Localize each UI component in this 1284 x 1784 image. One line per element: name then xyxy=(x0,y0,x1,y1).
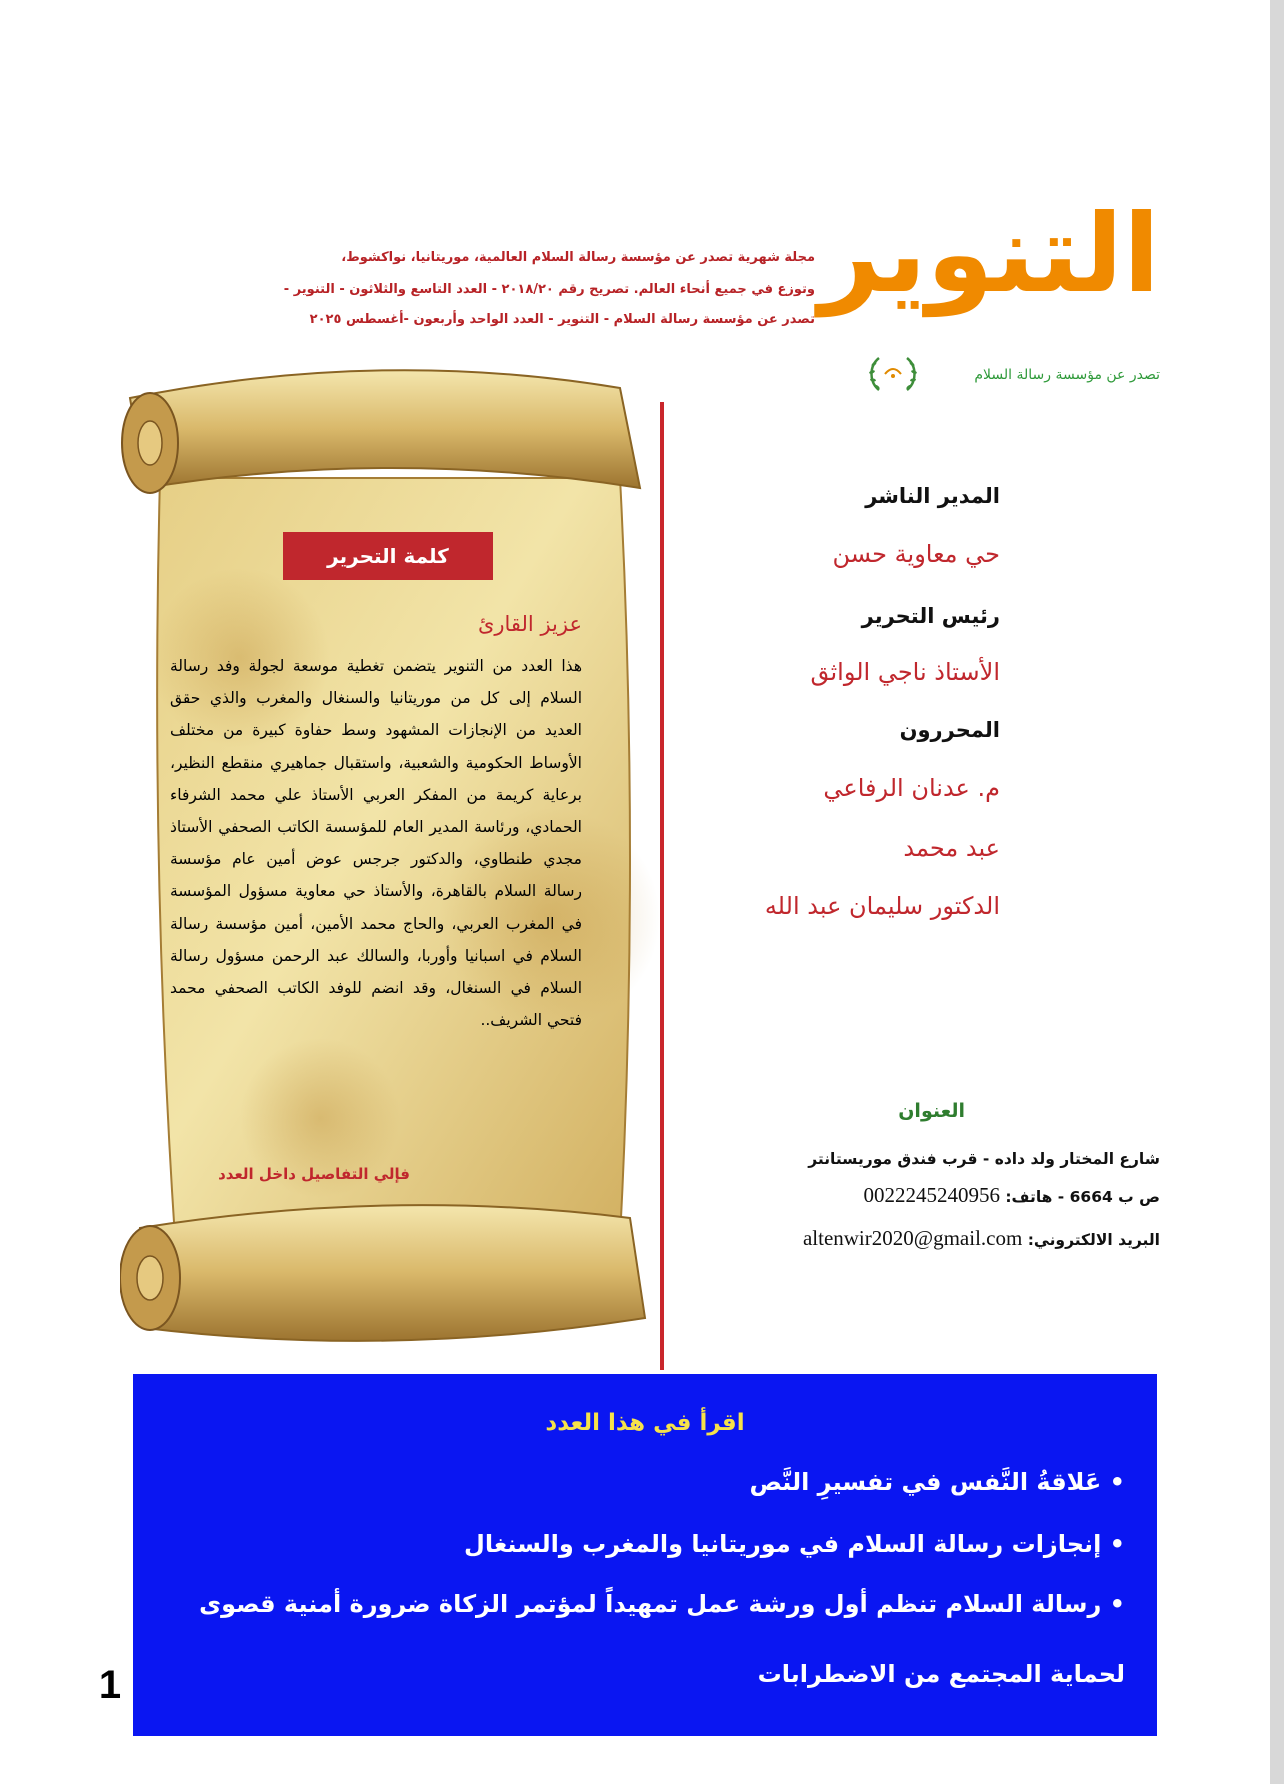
street-address: شارع المختار ولد داده - قرب فندق موريستانتر xyxy=(808,1150,1160,1168)
contents-item: • رسالة السلام تنظم أول ورشة عمل تمهيداً لمؤتمر الزكاة ضرورة أمنية قصوى xyxy=(199,1590,1125,1618)
editorial-banner: كلمة التحرير xyxy=(283,532,493,580)
publication-info-line: وتوزع في جميع أنحاء العالم. تصريح رقم ٢٠١٨/٢٠ - العدد التاسع والثلاثون - التنوير - xyxy=(283,282,815,297)
po-box-label: ص ب 6664 - هاتف: xyxy=(1005,1188,1160,1206)
contents-item: • إنجازات رسالة السلام في موريتانيا والمغرب والسنغال xyxy=(464,1530,1125,1558)
chief-editor-name: الأستاذ ناجي الواثق xyxy=(810,658,1000,686)
email-address[interactable]: altenwir2020@gmail.com xyxy=(802,1226,1023,1250)
editors-role: المحررون xyxy=(899,718,1000,742)
editor-name: الدكتور سليمان عبد الله xyxy=(764,892,1000,920)
chief-editor-role: رئيس التحرير xyxy=(861,604,1000,628)
laurel-emblem-icon xyxy=(865,350,921,398)
contents-item: • عَلاقةُ النَّفس في تفسيرِ النَّص xyxy=(749,1468,1125,1496)
publisher-role: المدير الناشر xyxy=(865,484,1000,508)
phone-number: 0022245240956 xyxy=(863,1183,1000,1207)
publisher-name: حي معاوية حسن xyxy=(832,540,1000,568)
editorial-body: هذا العدد من التنوير يتضمن تغطية موسعة لجولة وفد رسالة السلام إلى كل من موريتانيا والسنغال والمغرب والذي حقق العديد من الإنجازات المشهود وسط حفاوة كبيرة من مختلف الأوساط الحكومية والشعبية، واستقبال جماهيري منقطع النظير، برعاية كريمة من المفكر العربي الأستاذ علي محمد الشرفاء الحمادي، ورئاسة المدير العام للمؤسسة الكاتب الصحفي الأستاذ مجدي طنطاوي، والدكتور جرجس عوض أمين عام مؤسسة رسالة السلام بالقاهرة، والأستاذ حي معاوية مسؤول المؤسسة في المغرب العربي، والحاج محمد الأمين، أمين مؤسسة رسالة السلام في اسبانيا وأوربا، والسالك عبد الرحمن مسؤول رسالة السلام في السنغال، وقد انضم للوفد الكاتب الصحفي محمد فتحي الشريف.. xyxy=(170,657,582,1030)
magazine-title: التنوير xyxy=(818,192,1160,317)
address-heading: العنوان xyxy=(898,1100,965,1122)
contents-heading: اقرأ في هذا العدد xyxy=(545,1410,745,1436)
editor-name: عبد محمد xyxy=(903,834,1000,862)
email-line xyxy=(660,1226,1160,1251)
issuer-tagline: تصدر عن مؤسسة رسالة السلام xyxy=(974,367,1160,383)
publication-info-line: تصدر عن مؤسسة رسالة السلام - التنوير - العدد الواحد وأربعون -أغسطس ٢٠٢٥ xyxy=(309,312,815,327)
phone-line xyxy=(660,1183,1160,1208)
editorial-signoff: فإلي التفاصيل داخل العدد xyxy=(218,1165,410,1183)
contents-item: لحماية المجتمع من الاضطرابات xyxy=(757,1660,1125,1688)
page-number: 1 xyxy=(98,1663,122,1707)
editorial-salutation: عزيز القارئ xyxy=(477,612,582,636)
page-edge xyxy=(1270,0,1284,1784)
publication-info-line: مجلة شهرية تصدر عن مؤسسة رسالة السلام العالمية، موريتانيا، نواكشوط، xyxy=(341,250,815,265)
email-label: البريد الالكتروني: xyxy=(1027,1231,1160,1249)
editor-name: م. عدنان الرفاعي xyxy=(823,774,1000,802)
